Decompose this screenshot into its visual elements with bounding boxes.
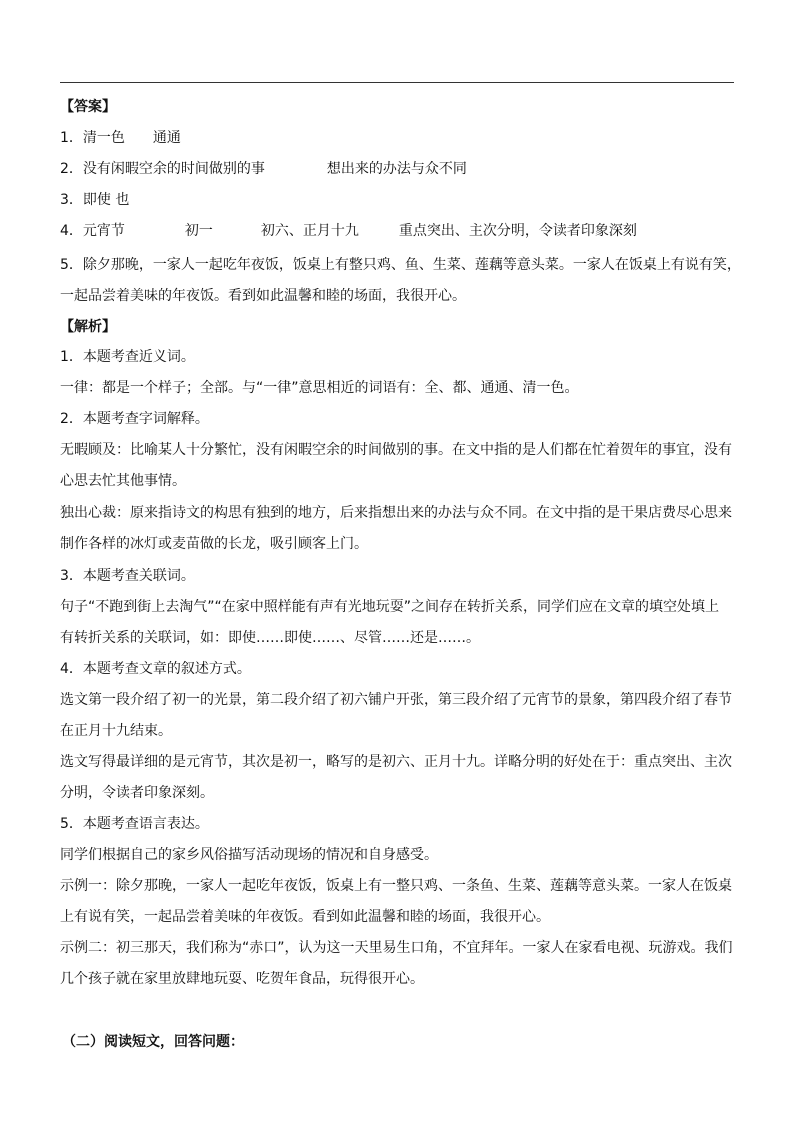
answer-1-num: 1． (60, 130, 83, 146)
analysis-line: 示例一：除夕那晚，一家人一起吃年夜饭，饭桌上有一整只鸡、一条鱼、生菜、莲藕等意头菜。一家人在饭桌 (60, 878, 732, 894)
answer-heading: 【答案】 (60, 99, 116, 115)
answer-2 (60, 159, 467, 179)
answer-3-num: 3． (60, 192, 83, 208)
answer-4-b: 初一 (184, 223, 213, 239)
answer-5-line2: 一起品尝着美味的年夜饭。看到如此温馨和睦的场面，我很开心。 (60, 288, 466, 304)
answer-4-a: 元宵节 (82, 223, 125, 239)
answer-1 (60, 128, 181, 148)
analysis-line: 1．本题考查近义词。 (60, 349, 195, 365)
analysis-line: 同学们根据自己的家乡风俗描写活动现场的情况和自身感受。 (60, 847, 438, 863)
section-heading: （二）阅读短文，回答问题： (62, 1034, 244, 1050)
analysis-line: 心思去忙其他事情。 (60, 473, 186, 489)
answer-3 (60, 190, 129, 210)
analysis-line: 有转折关系的关联词，如：即使……即使……、尽管……还是……。 (60, 630, 480, 646)
analysis-line: 4．本题考查文章的叙述方式。 (60, 661, 251, 677)
answer-2-a: 没有闲暇空余的时间做别的事 (82, 161, 265, 177)
analysis-line: 选文写得最详细的是元宵节，其次是初一，略写的是初六、正月十九。详略分明的好处在于：重点突出、主次 (60, 754, 732, 770)
header-rule (60, 82, 734, 83)
analysis-line: 无暇顾及：比喻某人十分繁忙，没有闲暇空余的时间做别的事。在文中指的是人们都在忙着贺年的事宜，没有 (60, 442, 732, 458)
answer-3-a: 即使 也 (82, 192, 130, 208)
analysis-line: 3．本题考查关联词。 (60, 568, 195, 584)
analysis-heading: 【解析】 (60, 319, 116, 335)
answer-4-num: 4． (60, 223, 83, 239)
analysis-line: 2．本题考查字词解释。 (60, 411, 209, 427)
analysis-line: 分明，令读者印象深刻。 (60, 785, 214, 801)
analysis-line: 一律：都是一个样子；全部。与“一律”意思相近的词语有：全、都、通通、清一色。 (60, 380, 579, 396)
analysis-line: 几个孩子就在家里放肆地玩耍、吃贺年食品，玩得很开心。 (60, 971, 424, 987)
answer-2-b: 想出来的办法与众不同 (326, 161, 467, 177)
answer-1-b: 通通 (152, 130, 181, 146)
analysis-line: 选文第一段介绍了初一的光景，第二段介绍了初六铺户开张，第三段介绍了元宵节的景象，第四段介绍了春节 (60, 692, 732, 708)
answer-4 (60, 221, 637, 241)
answer-4-d: 重点突出、主次分明，令读者印象深刻 (398, 223, 637, 239)
analysis-line: 独出心裁：原来指诗文的构思有独到的地方，后来指想出来的办法与众不同。在文中指的是干果店费尽心思来 (60, 505, 732, 521)
analysis-line: 上有说有笑，一起品尝着美味的年夜饭。看到如此温馨和睦的场面，我很开心。 (60, 909, 550, 925)
answer-5-line1: 5．除夕那晚，一家人一起吃年夜饭，饭桌上有整只鸡、鱼、生菜、莲藕等意头菜。一家人在饭桌上有说有笑， (60, 257, 741, 273)
analysis-line: 制作各样的冰灯或麦苗做的长龙，吸引顾客上门。 (60, 536, 368, 552)
answer-2-num: 2． (60, 161, 83, 177)
analysis-line: 句子“不跑到街上去淘气”“在家中照样能有声有光地玩耍”之间存在转折关系，同学们应在文章的填空处填上 (60, 599, 720, 615)
analysis-line: 在正月十九结束。 (60, 723, 172, 739)
analysis-line: 5．本题考查语言表达。 (60, 816, 209, 832)
answer-4-c: 初六、正月十九 (260, 223, 359, 239)
answer-1-a: 清一色 (82, 130, 125, 146)
analysis-line: 示例二：初三那天，我们称为“赤口”，认为这一天里易生口角，不宜拜年。一家人在家看电视、玩游戏。我们 (60, 940, 733, 956)
